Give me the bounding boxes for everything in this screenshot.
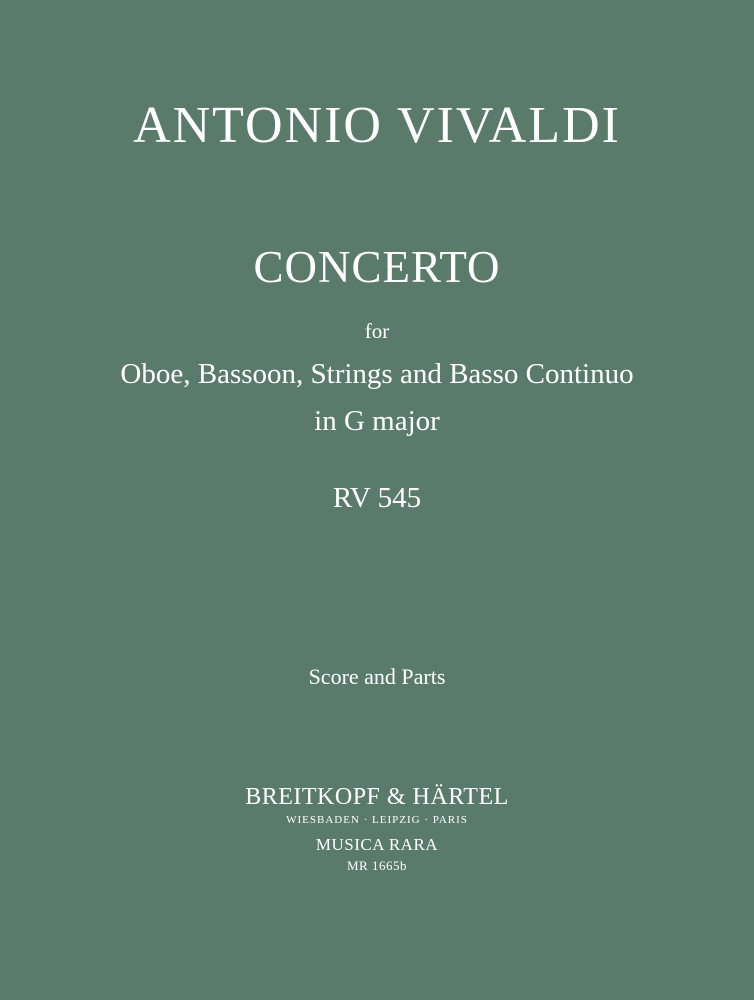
work-title: CONCERTO bbox=[253, 242, 501, 292]
publisher-imprint: MUSICA RARA bbox=[315, 835, 439, 854]
edition-type: Score and Parts bbox=[308, 664, 446, 689]
publisher-cities: WIESBADEN · LEIPZIG · PARIS bbox=[286, 814, 468, 826]
composer-name: ANTONIO VIVALDI bbox=[133, 97, 621, 154]
for-label: for bbox=[364, 319, 390, 343]
instrumentation: Oboe, Bassoon, Strings and Basso Continuo bbox=[120, 358, 634, 390]
edition-catalog-number: MR 1665b bbox=[347, 858, 407, 873]
key-signature: in G major bbox=[314, 405, 440, 437]
publisher-name: BREITKOPF & HÄRTEL bbox=[245, 784, 509, 810]
catalog-number: RV 545 bbox=[332, 482, 422, 514]
